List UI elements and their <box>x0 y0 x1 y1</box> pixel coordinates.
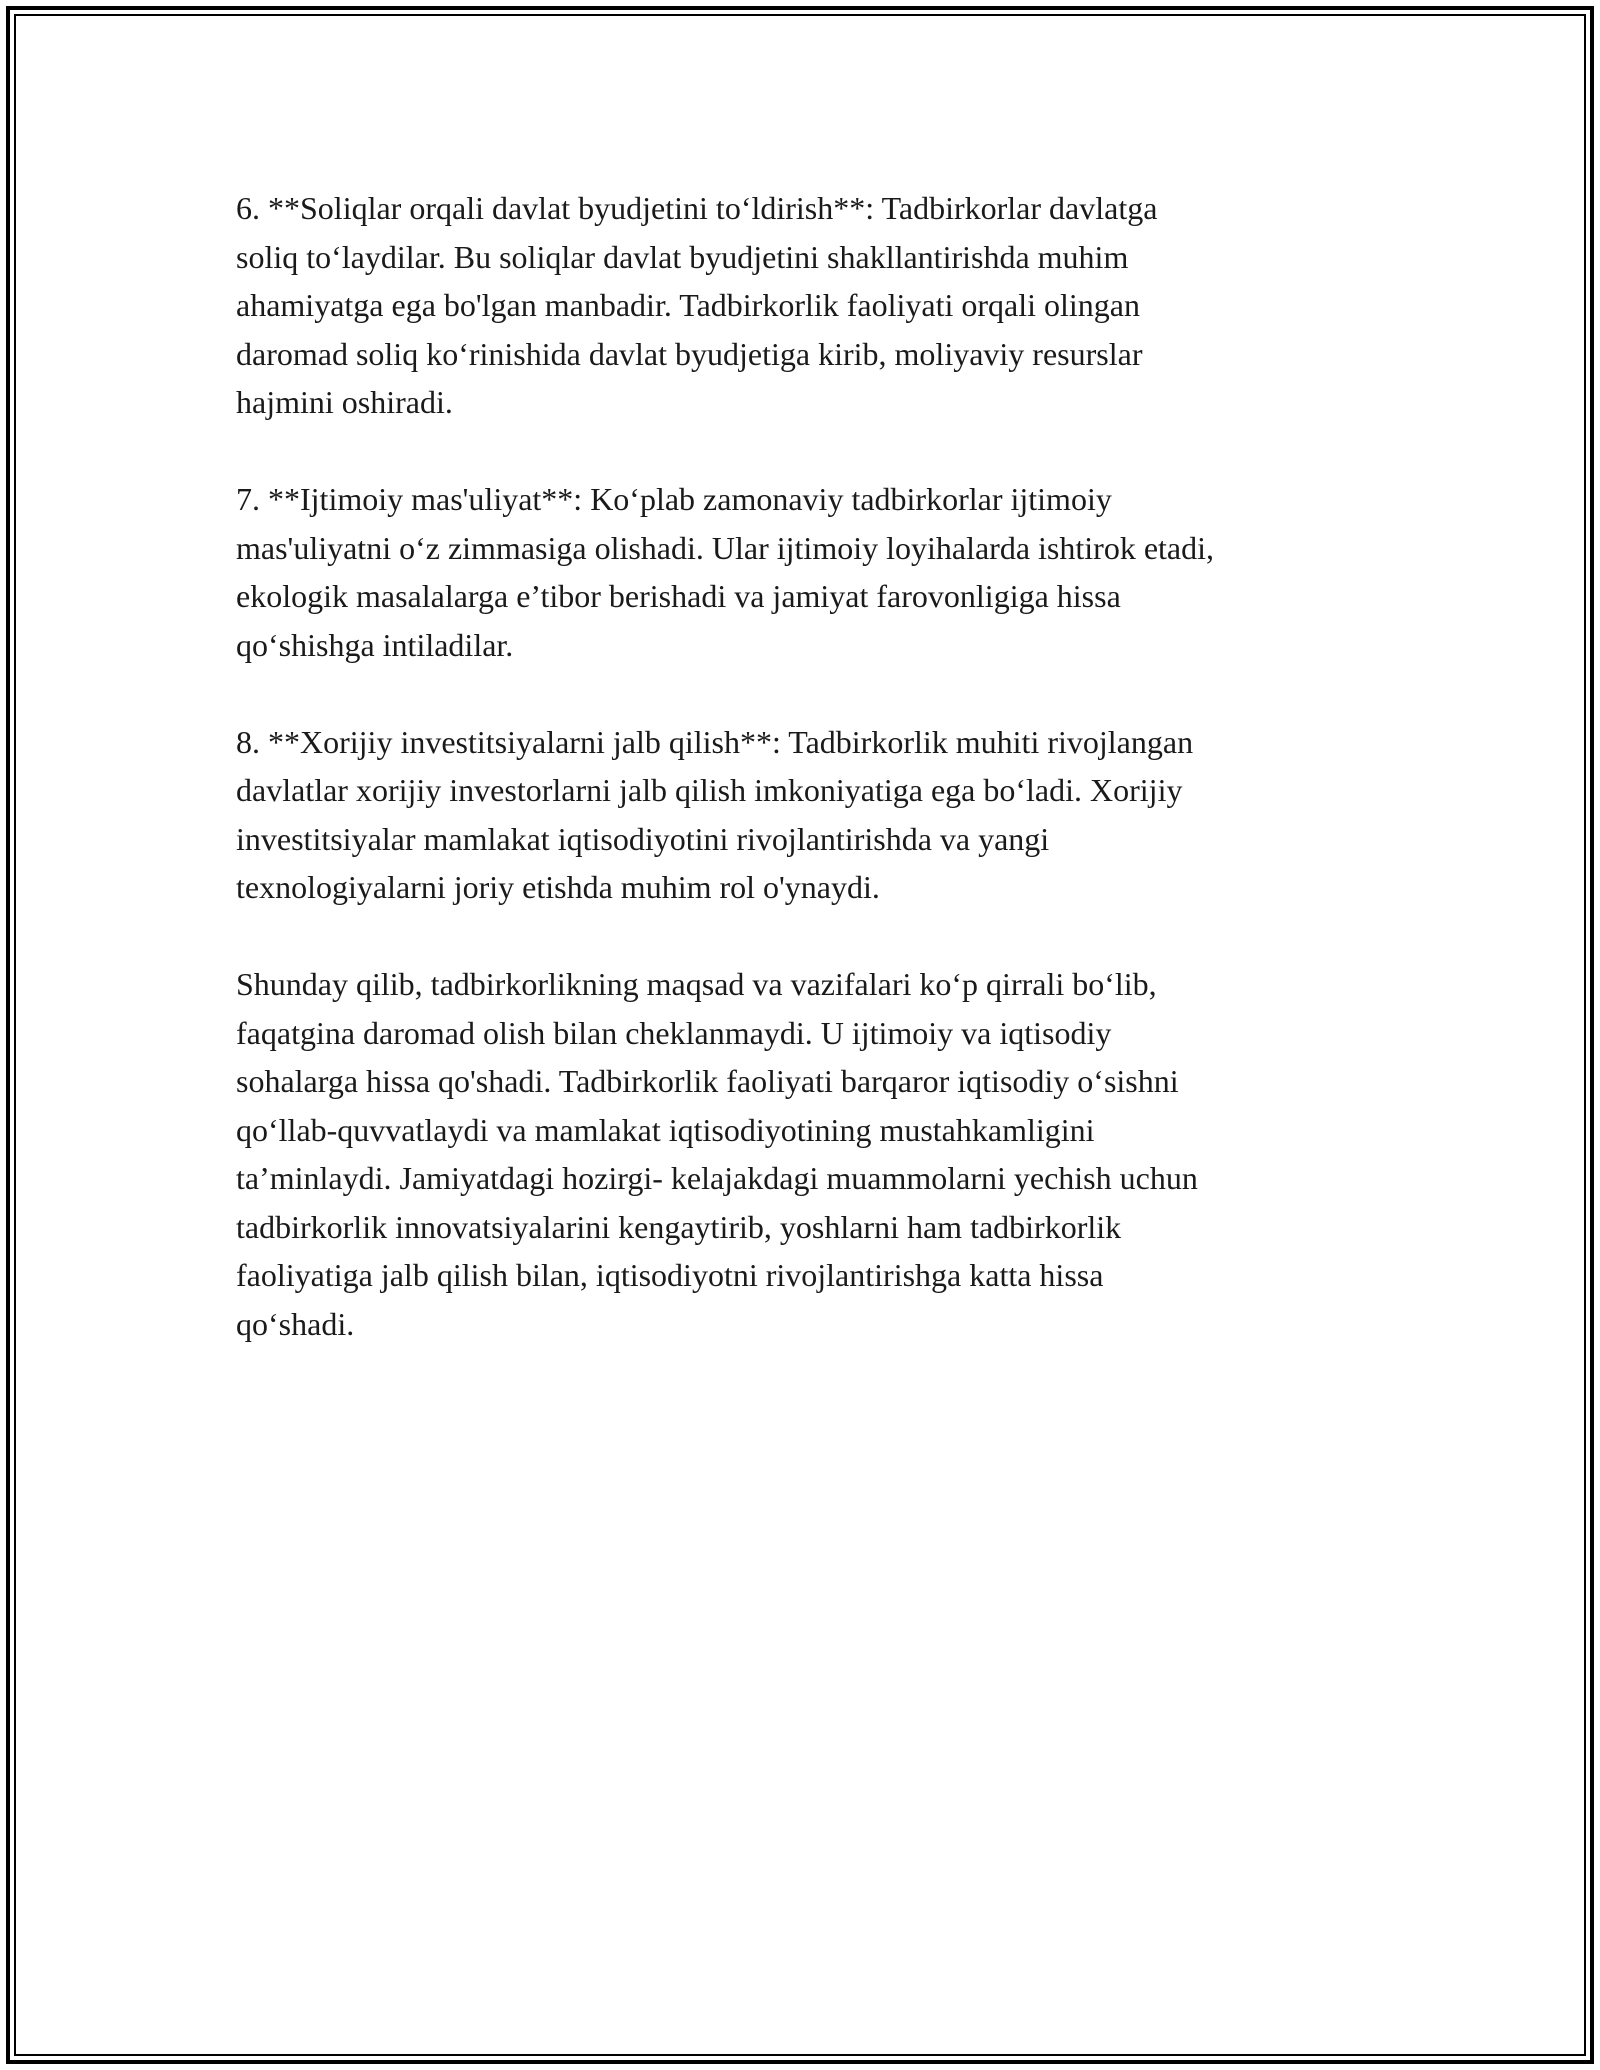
text-line: mas'uliyatni o‘z zimmasiga olishadi. Ular ijtimoiy loyihalarda ishtirok etadi, <box>236 529 1214 566</box>
text-line: 7. **Ijtimoiy mas'uliyat**: Ko‘plab zamonaviy tadbirkorlar ijtimoiy <box>236 481 1112 517</box>
text-line: 8. **Xorijiy investitsiyalarni jalb qilish**: Tadbirkorlik muhiti rivojlangan <box>236 723 1194 760</box>
text-line: soliq to‘laydilar. Bu soliqlar davlat byudjetini shakllantirishda muhim <box>236 238 1129 275</box>
text-line: investitsiyalar mamlakat iqtisodiyotini rivojlantirishda va yangi <box>236 820 1050 857</box>
text-line: ahamiyatga ega bo'lgan manbadir. Tadbirkorlik faoliyati orqali olingan <box>236 287 1140 323</box>
text-line: ta’minlaydi. Jamiyatdagi hozirgi- kelajakdagi muammolarni yechish uchun <box>236 1160 1198 1196</box>
text-line: hajmini oshiradi. <box>236 384 453 420</box>
paragraph-6-taxes <box>236 184 1366 427</box>
text-line: ekologik masalalarga e’tibor berishadi va jamiyat farovonligiga hissa <box>236 578 1121 614</box>
text-line: texnologiyalarni joriy etishda muhim rol o'ynaydi. <box>236 869 880 905</box>
text-line: Shunday qilib, tadbirkorlikning maqsad va vazifalari ko‘p qirrali bo‘lib, <box>236 966 1157 1002</box>
paragraph-7-social-responsibility <box>236 475 1366 669</box>
document-body <box>236 184 1366 1397</box>
text-line: faqatgina daromad olish bilan cheklanmaydi. U ijtimoiy va iqtisodiy <box>236 1014 1112 1051</box>
text-line: daromad soliq ko‘rinishida davlat byudjetiga kirib, moliyaviy resurslar <box>236 335 1143 372</box>
text-line: faoliyatiga jalb qilish bilan, iqtisodiyotni rivojlantirishga katta hissa <box>236 1257 1104 1293</box>
text-line: qo‘shadi. <box>236 1305 355 1342</box>
text-line: tadbirkorlik innovatsiyalarini kengaytirib, yoshlarni ham tadbirkorlik <box>236 1208 1122 1245</box>
text-line: sohalarga hissa qo'shadi. Tadbirkorlik faoliyati barqaror iqtisodiy o‘sishni <box>236 1063 1179 1099</box>
text-line: 6. **Soliqlar orqali davlat byudjetini to‘ldirish**: Tadbirkorlar davlatga <box>236 190 1158 226</box>
paragraph-conclusion <box>236 960 1366 1348</box>
text-line: davlatlar xorijiy investorlarni jalb qilish imkoniyatiga ega bo‘ladi. Xorijiy <box>236 772 1183 808</box>
text-line: qo‘shishga intiladilar. <box>236 626 514 663</box>
paragraph-8-foreign-investment <box>236 718 1366 912</box>
text-line: qo‘llab-quvvatlaydi va mamlakat iqtisodiyotining mustahkamligini <box>236 1111 1095 1148</box>
